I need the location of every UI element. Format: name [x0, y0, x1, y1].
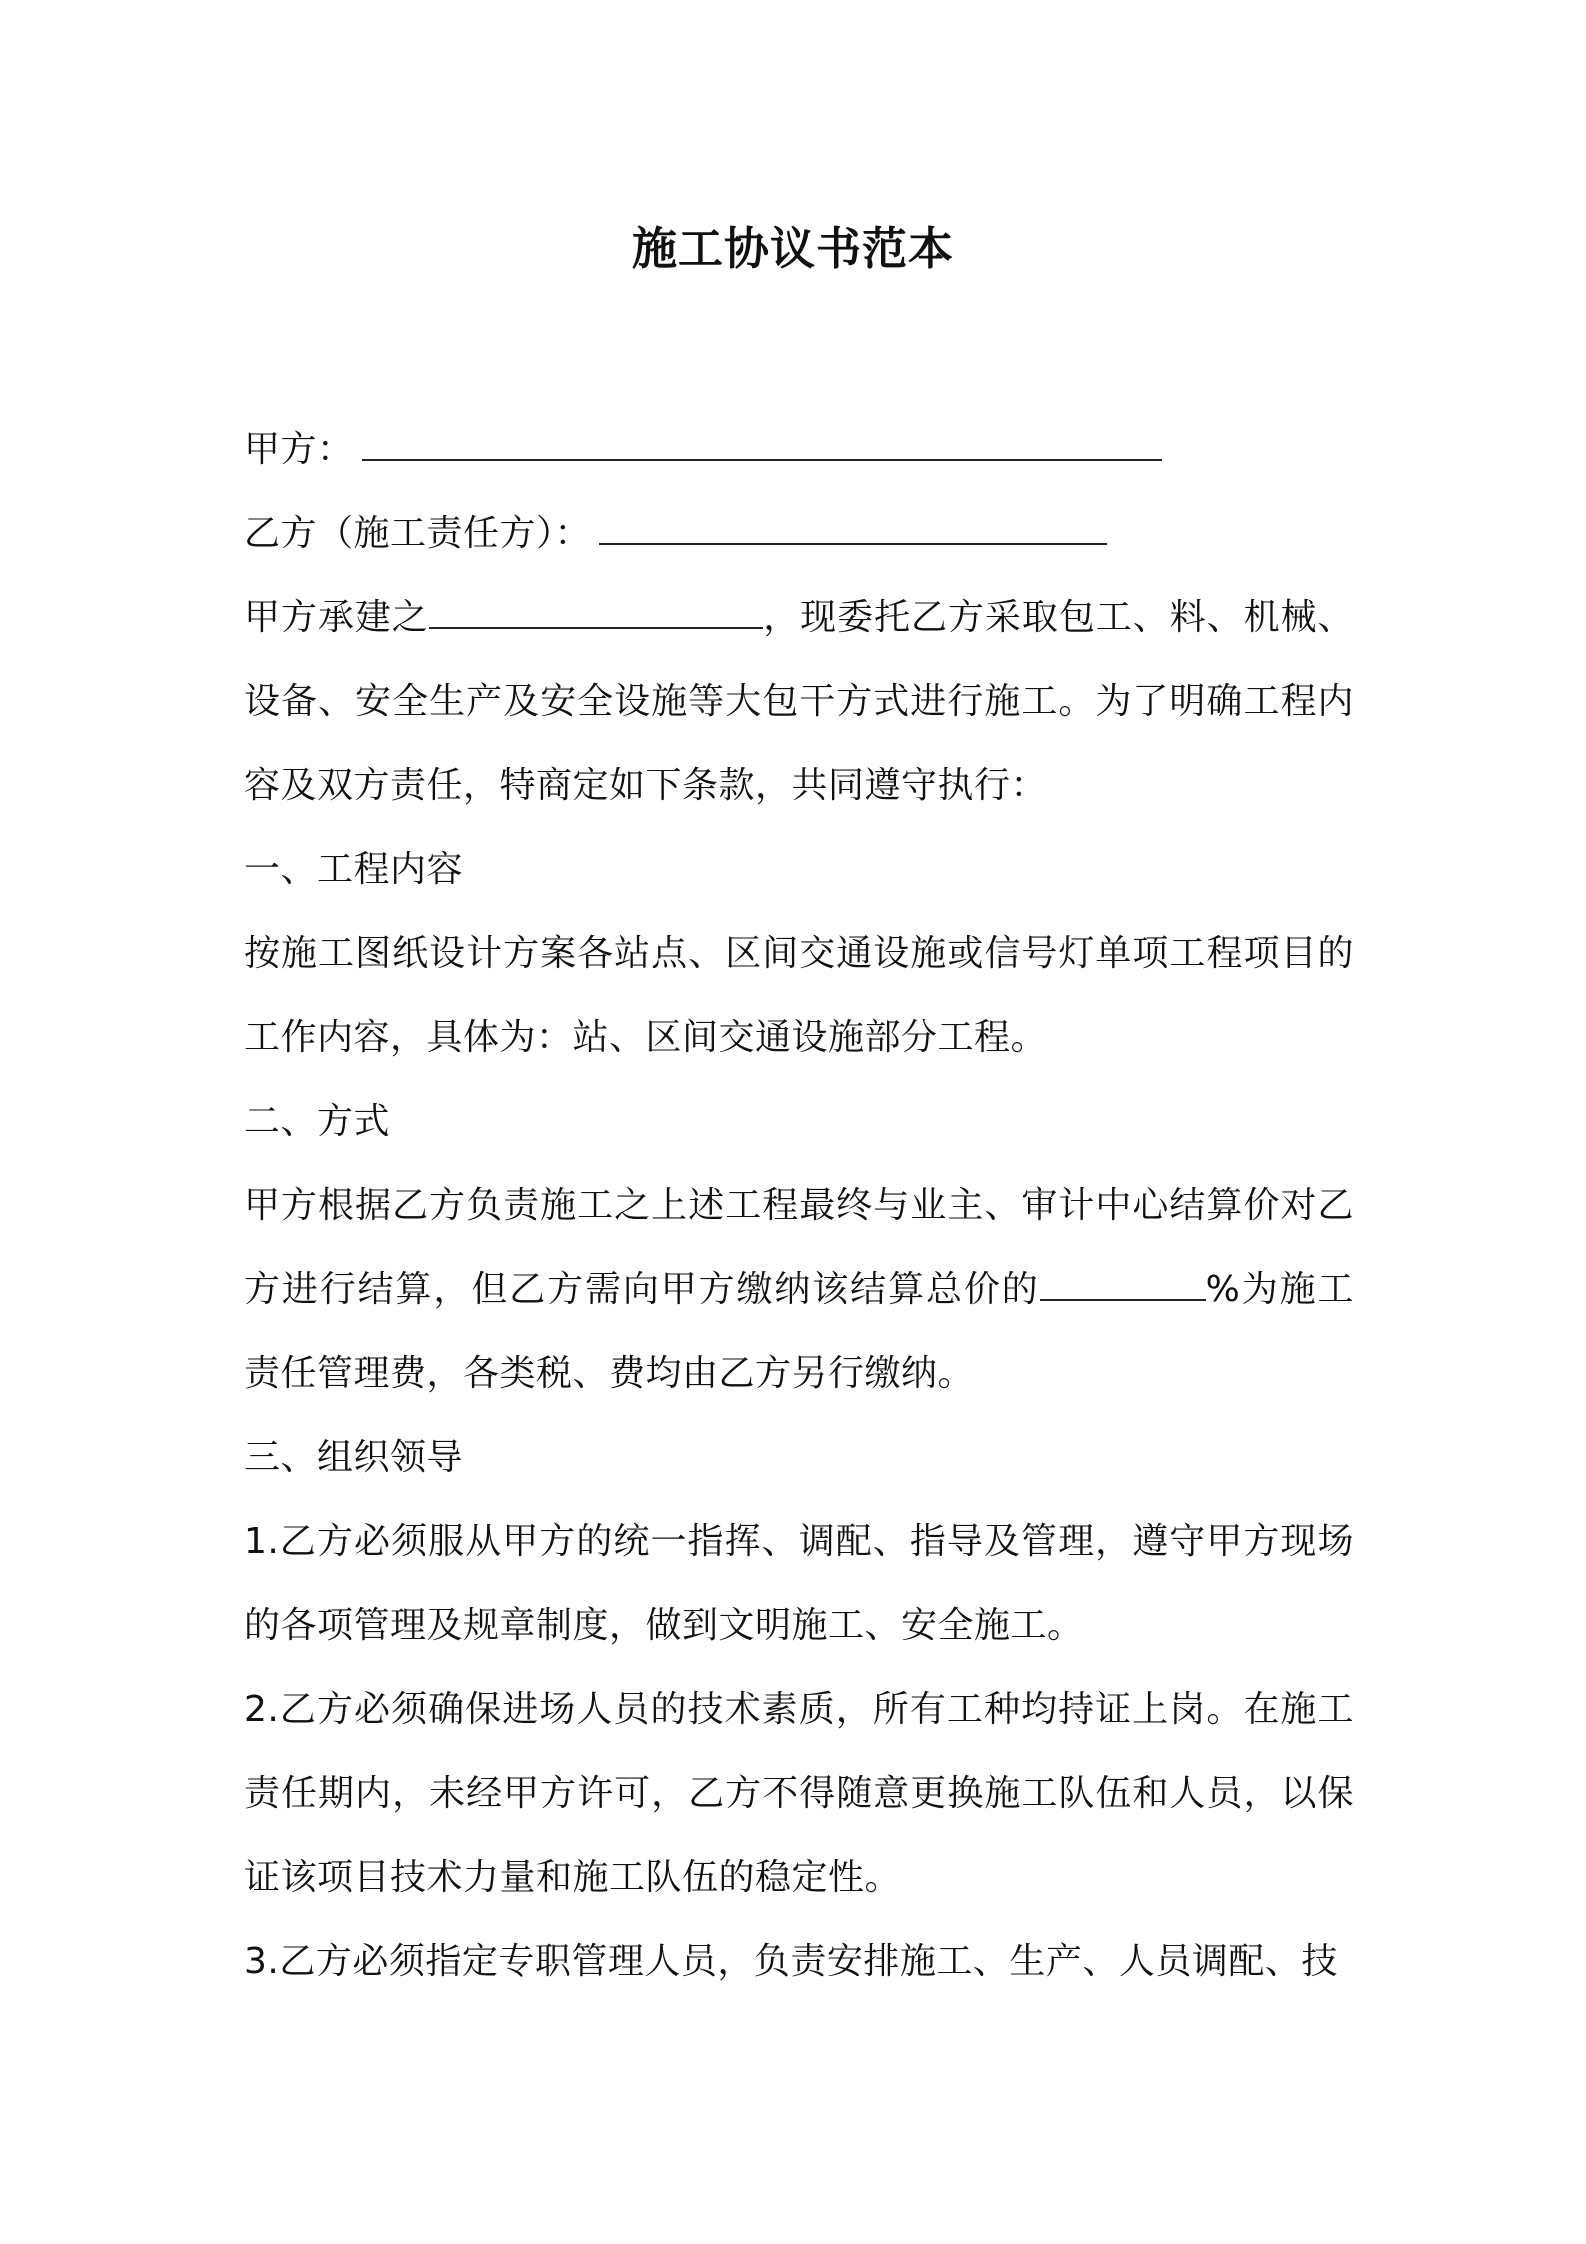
project-name-blank[interactable]	[429, 597, 763, 629]
party-b-blank[interactable]	[599, 513, 1107, 545]
list-item: 3.乙方必须指定专职管理人员，负责安排施工、生产、人员调配、技	[244, 1941, 1338, 1982]
list-item: 1.乙方必须服从甲方的统一指挥、调配、指导及管理，遵守甲方现场的各项管理及规章制度，做到文明施工、安全施工。	[244, 1521, 1354, 1646]
document-title: 施工协议书范本	[631, 222, 954, 275]
party-a-blank[interactable]	[362, 429, 1162, 461]
list-item: 2.乙方必须确保进场人员的技术素质，所有工种均持证上岗。在施工责任期内，未经甲方许可，乙方不得随意更换施工队伍和人员，以保证该项目技术力量和施工队伍的稳定性。	[244, 1689, 1354, 1898]
section-body-2	[244, 1164, 1354, 1416]
section-body-1: 按施工图纸设计方案各站点、区间交通设施或信号灯单项工程项目的工作内容，具体为：站、区间交通设施部分工程。	[244, 933, 1354, 1058]
party-a-label: 甲方：	[244, 429, 354, 470]
intro-paragraph	[244, 576, 1354, 828]
intro-text-start: 甲方承建之	[244, 597, 429, 638]
section-heading-3: 三、组织领导	[244, 1437, 464, 1478]
section-heading-2: 二、方式	[244, 1101, 391, 1142]
intro-text-end: ，现委托乙方采取包工、料、机械、设备、安全生产及安全设施等大包干方式进行施工。为了明确工程内容及双方责任，特商定如下条款，共同遵守执行：	[244, 597, 1354, 806]
party-b-label: 乙方（施工责任方）：	[244, 513, 592, 554]
section-heading-1: 一、工程内容	[244, 849, 464, 890]
party-a-line	[244, 408, 1354, 492]
fee-percent-blank[interactable]	[1040, 1269, 1206, 1301]
section2-text-start: 甲方根据乙方负责施工之上述工程最终与业主、审计中心结算价对乙方进行结算，但乙方需向甲方缴纳该结算总价的	[244, 1185, 1354, 1310]
section2-text-end: %为施工责任管理费，各类税、费均由乙方另行缴纳。	[244, 1269, 1354, 1394]
document-body	[244, 408, 1354, 2004]
party-b-line	[244, 492, 1354, 576]
